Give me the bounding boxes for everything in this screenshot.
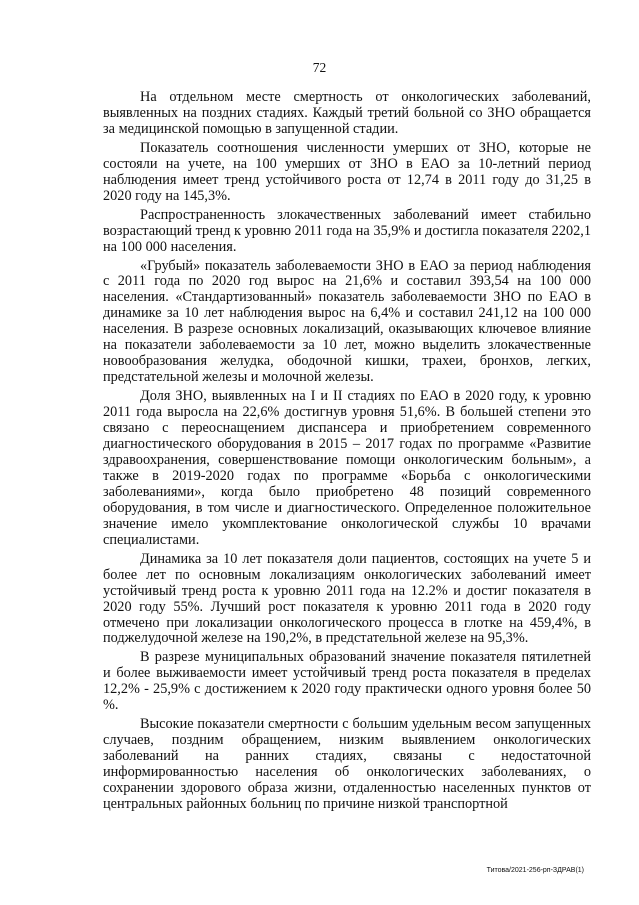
- paragraph: Динамика за 10 лет показателя доли пациентов, состоящих на учете 5 и более лет по основным локализациям онкологических заболеваний имеет устойчивый тренд роста к уровню 2011 года на 12.2% и достиг показателя в 2020 году 55%. Лучший рост показателя к уровню 2011 года в 2020 году отмечено при локализации онкологического процесса в глотке на 459,4%, в поджелудочной железе на 190,2%, в предстательной железе на 95,3%.: [103, 550, 591, 647]
- paragraph: На отдельном месте смертность от онкологических заболеваний, выявленных на поздних стадиях. Каждый третий больной со ЗНО обращается за медицинской помощью в запущенной стадии.: [103, 89, 591, 137]
- paragraph: Доля ЗНО, выявленных на I и II стадиях по ЕАО в 2020 году, к уровню 2011 года выросла на 22,6% достигнув уровня 51,6%. В большей степени это связано с переоснащением диспансера и приобретением современного диагностического оборудования в 2015 – 2017 годах по программе «Развитие здравоохранения, совершенствование помощи онкологическим больным», а также в 2019-2020 годах по программе «Борьба с онкологическими заболеваниями», когда было приобретено 48 позиций современного оборудования, в том числе и диагностического. Определенное положительное значение имело укомплектование онкологической службы 10 врачами специалистами.: [103, 388, 591, 548]
- paragraph: «Грубый» показатель заболеваемости ЗНО в ЕАО за период наблюдения с 2011 года по 2020 год вырос на 21,6% и составил 393,54 на 100 000 населения. «Стандартизованный» показатель заболеваемости ЗНО по ЕАО в динамике за 10 лет наблюдения вырос на 6,4% и составил 241,12 на 100 000 населения. В разрезе основных локализаций, оказывающих ключевое влияние на показатели заболеваемости за 10 лет, можно выделить злокачественные новообразования желудка, ободочной кишки, трахеи, бронхов, легких, предстательной железы и молочной железы.: [103, 257, 591, 386]
- body-text: [103, 90, 591, 816]
- paragraph: Показатель соотношения численности умерших от ЗНО, которые не состояли на учете, на 100 умерших от ЗНО в ЕАО за 10-летний период наблюдения имеет тренд устойчивого роста от 12,74 в 2011 году до 31,25 в 2020 году на 145,3%.: [103, 139, 591, 204]
- paragraph: Высокие показатели смертности с большим удельным весом запущенных случаев, поздним обращением, низким выявлением онкологических заболеваний на ранних стадиях, связаны с недостаточной информированностью населения об онкологических заболеваниях, о сохранении здорового образа жизни, отдаленностью населенных пунктов от центральных районных больниц по причине низкой транспортной: [103, 716, 591, 812]
- page-number: 72: [312, 60, 327, 75]
- document-code: Титова/2021-256-рп-ЗДРАВ(1): [486, 867, 584, 874]
- paragraph: Распространенность злокачественных заболеваний имеет стабильно возрастающий тренд к уровню 2011 года на 35,9% и достигла показателя 2202,1 на 100 000 населения.: [103, 206, 591, 255]
- paragraph: В разрезе муниципальных образований значение показателя пятилетней и более выживаемости имеет устойчивый тренд роста показателя в пределах 12,2% - 25,9% с достижением к 2020 году практически одного уровня более 50 %.: [103, 649, 591, 714]
